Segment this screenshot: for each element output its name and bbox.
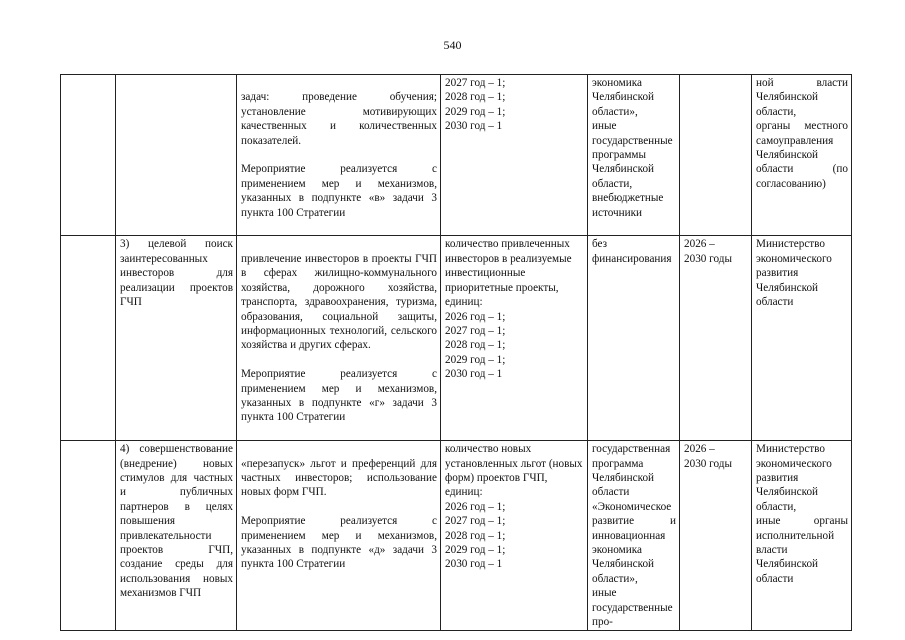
table-row [61, 236, 852, 441]
period-cell: 2026 – 2030 годы [680, 441, 752, 631]
measure-cell [237, 236, 441, 441]
measure-note: Мероприятие реализуется с применением мер и механизмов, указанных в подпункте «д» задачи 3 пункта 100 Стратегии [241, 515, 437, 571]
measures-table [60, 74, 852, 631]
task-cell: 3) целевой поиск заинтересованных инвесторов для реализации проектов ГЧП [116, 236, 237, 441]
executor-cell: Министерство экономического развития Челябинской области [752, 236, 852, 441]
measure-text: задач: проведение обучения; установление мотивирующих качественных и количественных показателей. [241, 91, 437, 147]
funding-cell: государственная программа Челябинской области «Экономическое развитие и инновационная экономика Челябинской области», иные государственные про- [588, 441, 680, 631]
indicator-cell: 2027 год – 1; 2028 год – 1; 2029 год – 1; 2030 год – 1 [441, 75, 588, 236]
executor-cell: Министерство экономического развития Челябинской области, иные органы исполнительной власти Челябинской области [752, 441, 852, 631]
task-cell [116, 75, 237, 236]
indicator-cell: количество новых установленных льгот (новых форм) проектов ГЧП, единиц: 2026 год – 1; 2027 год – 1; 2028 год – 1; 2029 год – 1; 2030 год – 1 [441, 441, 588, 631]
measure-text: привлечение инвесторов в проекты ГЧП в сферах жилищно-коммунального хозяйства, дорожного хозяйства, транспорта, здравоохранения, туризма, образования, социальной защиты, информационных технологий, сельского хозяйства и других сферах. [241, 252, 437, 352]
task-cell: 4) совершенствование (внедрение) новых стимулов для частных и публичных партнеров в целях повышения привлекательности проектов ГЧП, создание среды для использования новых механизмов ГЧП [116, 441, 237, 631]
measure-note: Мероприятие реализуется с применением мер и механизмов, указанных в подпункте «г» задачи 3 пункта 100 Стратегии [241, 368, 437, 424]
funding-cell: без финансирования [588, 236, 680, 441]
indicator-cell: количество привлеченных инвесторов в реализуемые инвестиционные приоритетные проекты, единиц: 2026 год – 1; 2027 год – 1; 2028 год – 1; 2029 год – 1; 2030 год – 1 [441, 236, 588, 441]
period-cell: 2026 – 2030 годы [680, 236, 752, 441]
table-row [61, 75, 852, 236]
funding-cell: экономика Челябинской области», иные государственные программы Челябинской области, внебюджетные источники [588, 75, 680, 236]
executor-cell: ной власти Челябинской области, органы местного самоуправления Челябинской области (по согласованию) [752, 75, 852, 236]
row-number-cell [61, 75, 116, 236]
row-number-cell [61, 236, 116, 441]
measure-text: «перезапуск» льгот и преференций для частных инвесторов; использование новых форм ГЧП. [241, 457, 437, 499]
period-cell [680, 75, 752, 236]
measure-note: Мероприятие реализуется с применением мер и механизмов, указанных в подпункте «в» задачи 3 пункта 100 Стратегии [241, 163, 437, 219]
row-number-cell [61, 441, 116, 631]
table-row [61, 441, 852, 631]
measure-cell [237, 441, 441, 631]
page-number: 540 [443, 38, 462, 52]
measure-cell [237, 75, 441, 236]
